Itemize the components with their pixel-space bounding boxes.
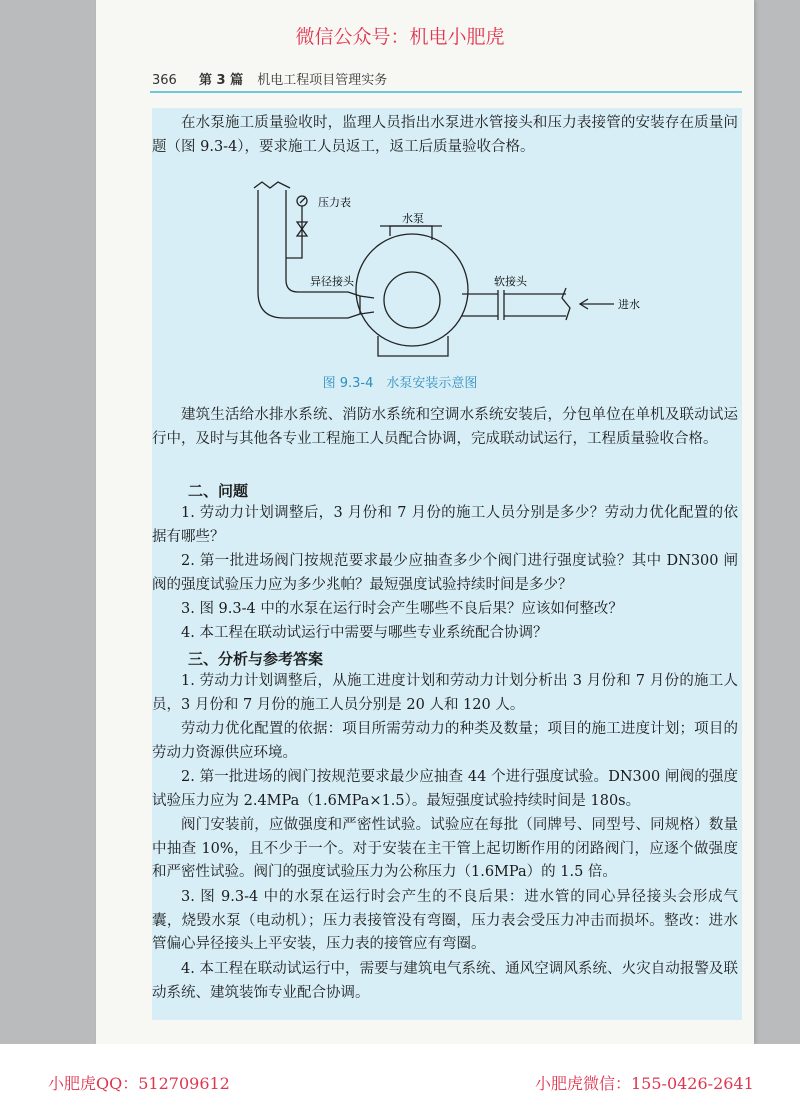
paragraph-after-figure: 建筑生活给水排水系统、消防水系统和空调水系统安装后，分包单位在单机及联动试运行中，及时与其他各专业工程施工人员配合协调，完成联动试运行，工程质量验收合格。 bbox=[152, 407, 738, 447]
answer-1-detail: 劳动力优化配置的依据：项目所需劳动力的种类及数量；项目的施工进度计划；项目的劳动力资源供应环境。 bbox=[152, 721, 738, 761]
intro-paragraph: 在水泵施工质量验收时，监理人员指出水泵进水管接头和压力表接管的安装存在质量问题（图 9.3-4），要求施工人员返工，返工后质量验收合格。 bbox=[152, 115, 738, 155]
gauge-needle bbox=[300, 198, 305, 203]
answer-2: 2. 第一批进场的阀门按规范要求最少应抽查 44 个进行强度试验。DN300 闸阀的强度试验压力应为 2.4MPa（1.6MPa×1.5）。最短强度试验持续时间是 180s。 bbox=[152, 769, 738, 809]
watermark-bottom-left: 小肥虎QQ：512709612 bbox=[48, 1074, 230, 1093]
gauge-label: 压力表 bbox=[318, 196, 351, 209]
answer-3: 3. 图 9.3-4 中的水泵在运行时会产生的不良后果：进水管的同心异径接头会形成气囊，烧毁水泵（电动机）；压力表接管没有弯圈，压力表会受压力冲击而损坏。整改：进水管偏心异径接头上平安装，压力表的接管应有弯圈。 bbox=[152, 889, 738, 952]
soft-joint bbox=[462, 290, 504, 320]
pump-outlet bbox=[390, 226, 432, 240]
answer-2-detail: 阀门安装前，应做强度和严密性试验。试验应在每批（同牌号、同型号、同规格）数量中抽查 10%，且不少于一个。对于安装在主干管上起切断作用的闭路阀门，应逐个做强度和严密性试验。阀门的强度试验压力为公称压力（1.6MPa）的 1.5 倍。 bbox=[152, 817, 738, 880]
book-title: 机电工程项目管理实务 bbox=[257, 73, 388, 88]
inlet-label: 进水 bbox=[618, 298, 640, 311]
figure-caption: 图 9.3-4 水泵安装示意图 bbox=[322, 376, 478, 391]
section-heading-questions: 二、问题 bbox=[188, 482, 249, 500]
pipe-top-break bbox=[254, 182, 290, 188]
pump-label: 水泵 bbox=[402, 212, 424, 225]
answer-1: 1. 劳动力计划调整后，从施工进度计划和劳动力计划分析出 3 月份和 7 月份的施工人员，3 月份和 7 月份的施工人员分别是 20 人和 120 人。 bbox=[152, 673, 738, 713]
pipe-end-break bbox=[562, 288, 570, 320]
answer-4: 4. 本工程在联动试运行中，需要与建筑电气系统、通风空调风系统、火灾自动报警及联动系统、建筑装饰专业配合协调。 bbox=[152, 961, 738, 1001]
section-heading-answers: 三、分析与参考答案 bbox=[188, 650, 324, 668]
reducer-label: 异径接头 bbox=[310, 275, 354, 288]
inlet-arrow bbox=[580, 299, 614, 309]
question-4: 4. 本工程在联动试运行中需要与哪些专业系统配合协调？ bbox=[181, 625, 548, 641]
question-3: 3. 图 9.3-4 中的水泵在运行时会产生哪些不良后果？应该如何整改？ bbox=[181, 601, 623, 617]
pump-installation-diagram bbox=[0, 0, 800, 400]
pump-casing bbox=[356, 234, 468, 346]
pump-impeller-eye bbox=[384, 272, 440, 328]
part-label: 第 3 篇 bbox=[198, 73, 244, 88]
soft-joint-label: 软接头 bbox=[494, 275, 527, 288]
vertical-pipe-outer bbox=[258, 190, 348, 318]
watermark-bottom-right: 小肥虎微信：155-0426-2641 bbox=[535, 1074, 754, 1093]
inlet-pipe bbox=[504, 294, 566, 316]
question-2: 2. 第一批进场阀门按规范要求最少应抽查多少个阀门进行强度试验？其中 DN300 闸阀的强度试验压力应为多少兆帕？最短强度试验持续时间是多少？ bbox=[152, 553, 738, 593]
watermark-top: 微信公众号：机电小肥虎 bbox=[295, 26, 505, 48]
question-1: 1. 劳动力计划调整后，3 月份和 7 月份的施工人员分别是多少？劳动力优化配置的依据有哪些？ bbox=[152, 505, 738, 545]
page-number: 366 bbox=[152, 73, 177, 88]
